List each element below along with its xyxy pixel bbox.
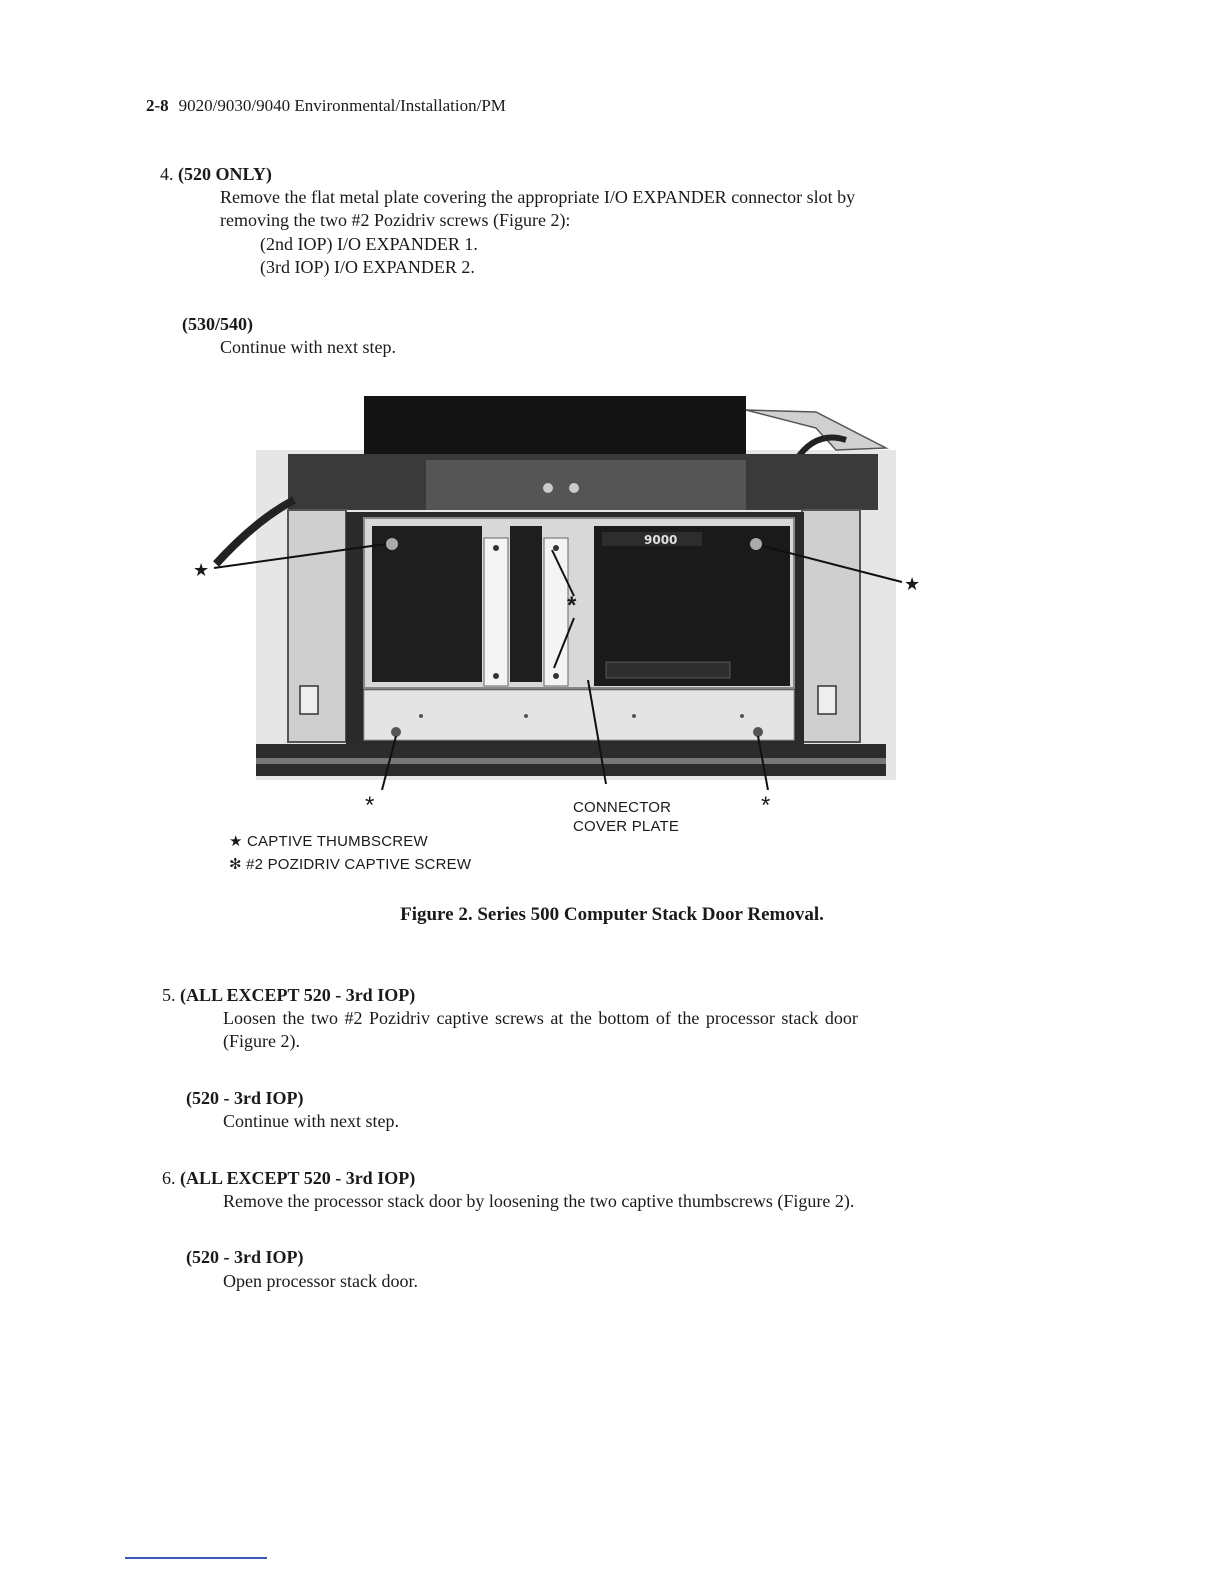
step-4-alt-condition: (530/540) (182, 314, 253, 334)
step-5-heading (162, 984, 415, 1007)
step-6-condition: (ALL EXCEPT 520 - 3rd IOP) (180, 1168, 416, 1188)
step-4-alt-text: Continue with next step. (220, 337, 396, 357)
step-5-line-1: Loosen the two #2 Pozidriv captive screws at the bottom of the processor stack door (223, 1008, 858, 1028)
step-5-number: 5. (162, 985, 176, 1005)
step-6-number: 6. (162, 1168, 176, 1188)
computer-stack-photo (196, 390, 906, 790)
step-6-alt-condition: (520 - 3rd IOP) (186, 1247, 304, 1267)
step-6-alt-text: Open processor stack door. (223, 1271, 418, 1291)
step-6-heading (162, 1167, 415, 1190)
step-4-number: 4. (160, 164, 174, 184)
legend-pozidriv: ✻ #2 POZIDRIV CAPTIVE SCREW (229, 856, 472, 873)
step-5-alt-condition: (520 - 3rd IOP) (186, 1088, 304, 1108)
panel-brand: 9000 (644, 533, 678, 547)
callout-asterisk-left: * (365, 792, 375, 819)
legend-thumbscrew: ★ CAPTIVE THUMBSCREW (229, 833, 428, 850)
step-6-line-1: Remove the processor stack door by loosening the two captive thumbscrews (Figure 2). (223, 1191, 855, 1211)
callout-star-left: ★ (193, 560, 210, 580)
step-4-line-1: Remove the flat metal plate covering the appropriate I/O EXPANDER connector slot by (220, 187, 856, 207)
figure-caption: Figure 2. Series 500 Computer Stack Door Removal. (400, 904, 824, 925)
step-5-alt-text: Continue with next step. (223, 1111, 399, 1131)
page-number: 2-8 (146, 96, 169, 115)
step-5-line-2: (Figure 2). (223, 1031, 300, 1051)
left-thumbscrew (386, 538, 398, 550)
step-4-sub-2: (3rd IOP) I/O EXPANDER 2. (260, 257, 475, 277)
step-4-line-2: removing the two #2 Pozidriv screws (Figure 2): (220, 210, 571, 230)
callout-star-right: ★ (904, 574, 921, 594)
step-4-heading (160, 163, 272, 186)
step-4-sub-1: (2nd IOP) I/O EXPANDER 1. (260, 234, 478, 254)
footer-rule (125, 1557, 267, 1559)
step-5-condition: (ALL EXCEPT 520 - 3rd IOP) (180, 985, 416, 1005)
right-thumbscrew (750, 538, 762, 550)
left-pozidriv-screw (391, 727, 401, 737)
right-pozidriv-screw (753, 727, 763, 737)
step-4-condition: (520 ONLY) (178, 164, 272, 184)
connector-label-line-1: CONNECTOR (573, 799, 672, 816)
callout-asterisk-center: * (567, 592, 577, 619)
connector-label-line-2: COVER PLATE (573, 818, 680, 835)
page-header (146, 96, 506, 116)
callout-asterisk-right: * (761, 792, 771, 819)
document-title: 9020/9030/9040 Environmental/Installation/PM (178, 96, 506, 115)
